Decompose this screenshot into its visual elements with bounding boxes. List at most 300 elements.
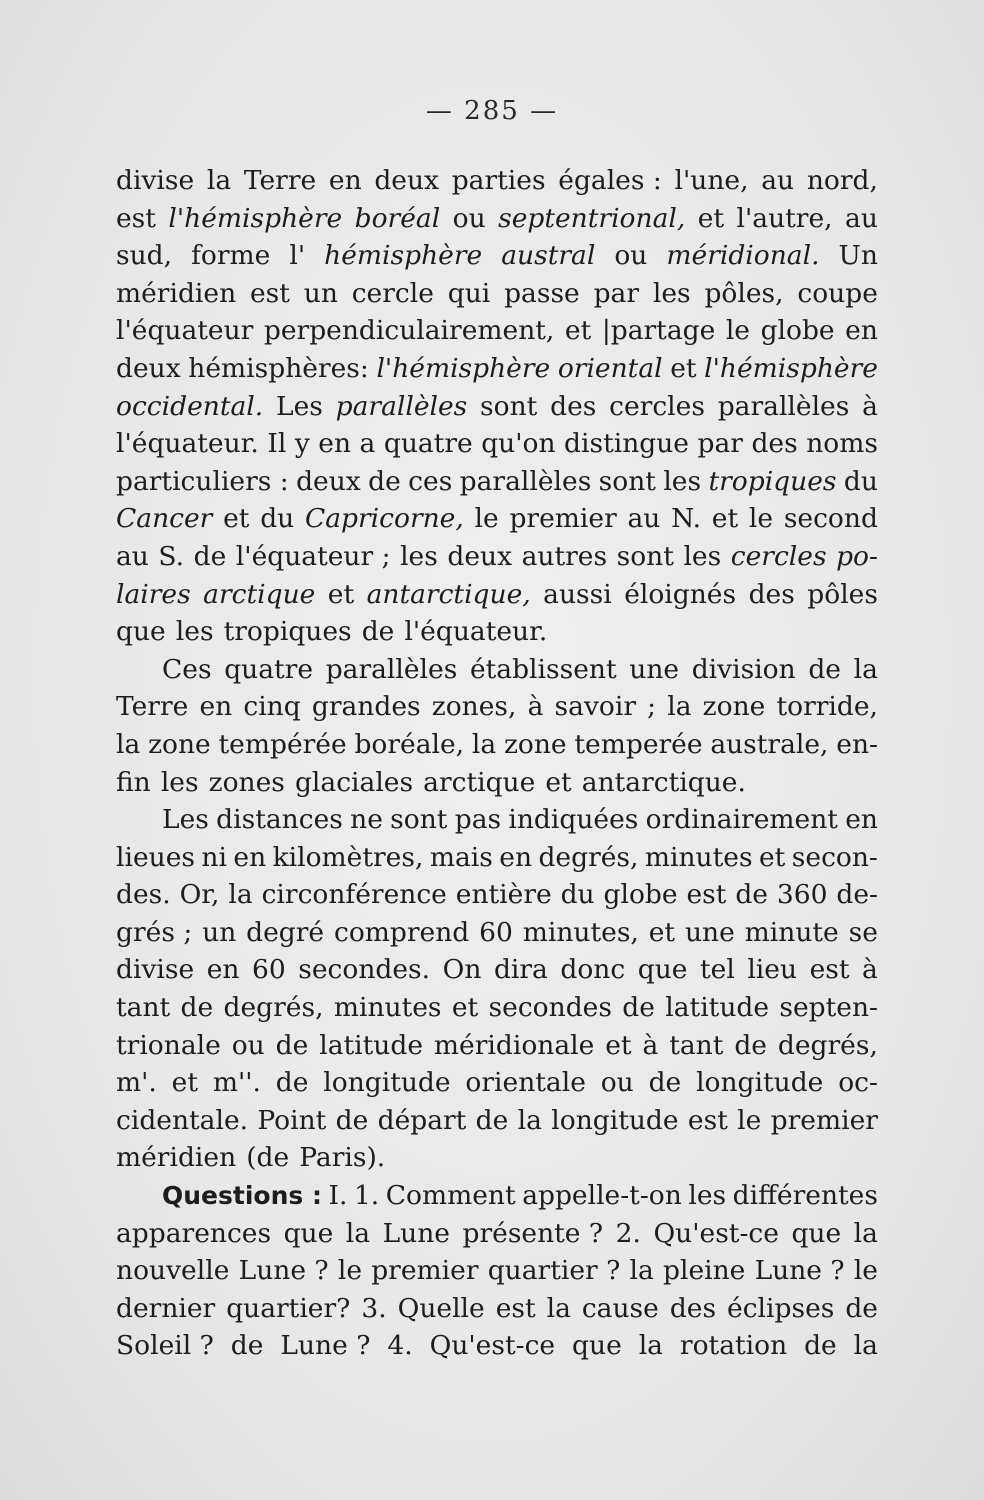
word: distingue: [564, 428, 689, 460]
word: de: [475, 1104, 509, 1136]
word: Comment: [385, 1180, 516, 1212]
text-line: [116, 688, 878, 726]
text-line: [116, 914, 878, 952]
word: australe,: [710, 728, 829, 760]
word: tant: [116, 992, 171, 1024]
word: à: [527, 691, 544, 723]
text-line: [116, 726, 878, 764]
word: longitude: [551, 1104, 679, 1136]
word: au: [116, 540, 149, 572]
text-line: [116, 839, 878, 877]
word: du: [843, 465, 878, 497]
word: et: [759, 841, 786, 873]
word: tel: [699, 954, 735, 986]
text-line: [116, 651, 878, 689]
word: à: [862, 390, 878, 422]
word: pleine: [663, 1255, 746, 1287]
word: globe: [603, 879, 678, 911]
word: Lune: [382, 1217, 450, 1249]
word: lieu: [747, 954, 798, 986]
word: de: [275, 1029, 309, 1061]
word: zones,: [431, 691, 517, 723]
word: méridional.: [666, 240, 820, 272]
paragraph: [116, 651, 878, 801]
word: coupe: [797, 277, 878, 309]
word: la: [638, 1330, 663, 1362]
word: que: [283, 1217, 334, 1249]
word: de: [808, 653, 841, 685]
text-line: [116, 200, 878, 238]
word: entière: [455, 879, 552, 911]
word: degrés,: [538, 841, 639, 873]
word: et: [223, 503, 250, 535]
word: appelle-t-on: [522, 1180, 682, 1212]
word: de: [368, 465, 401, 497]
word: donc: [560, 954, 626, 986]
word: y: [294, 428, 310, 460]
word: la: [667, 691, 692, 723]
word: premier: [509, 503, 617, 535]
word: passe: [504, 277, 580, 309]
word: zones: [208, 766, 285, 798]
word: latitude: [319, 1029, 423, 1061]
word: |partage: [601, 315, 716, 347]
word: secondes.: [298, 954, 431, 986]
word: et: [564, 315, 592, 347]
word: pôles: [807, 578, 878, 610]
word: et: [670, 352, 697, 384]
word: la: [629, 1255, 654, 1287]
word: en: [199, 691, 233, 723]
word: par: [697, 428, 743, 460]
word: le: [748, 503, 774, 535]
text-line: [116, 876, 878, 914]
word: laires: [116, 578, 191, 610]
word: des: [669, 1292, 717, 1324]
word: aussi: [543, 578, 612, 610]
text-line: [116, 425, 878, 463]
word: la: [853, 653, 878, 685]
text-line: [116, 989, 878, 1027]
word: les: [663, 465, 702, 497]
word: qui: [447, 277, 491, 309]
word: les: [683, 540, 722, 572]
word: est: [686, 879, 727, 911]
page-number: — 285 —: [425, 96, 559, 126]
word: 3.: [361, 1292, 387, 1324]
word: m'.: [116, 1067, 157, 1099]
text-line: [116, 1215, 878, 1253]
word: zone: [702, 691, 766, 723]
word: des: [751, 428, 798, 460]
word: méridionale: [433, 1029, 595, 1061]
word: premier: [770, 1104, 878, 1136]
word: sud,: [116, 240, 173, 272]
word: degrés,: [777, 1029, 878, 1061]
word: de: [648, 1067, 682, 1099]
word: l'équateur ;: [235, 540, 391, 572]
word: de: [193, 540, 227, 572]
word: nouvelle: [116, 1255, 230, 1287]
word: au: [627, 503, 661, 535]
word: oriental: [557, 352, 663, 384]
word: perpendiculairement,: [263, 315, 555, 347]
word: occidental.: [116, 390, 264, 422]
word: zone: [148, 728, 211, 760]
word: 360: [776, 879, 828, 911]
word: quartier ?: [487, 1255, 621, 1287]
word: de: [735, 879, 768, 911]
word: comprend: [334, 916, 470, 948]
word: antarctique.: [581, 766, 746, 798]
word: zone: [503, 728, 567, 760]
text-line: [116, 388, 878, 426]
word: parties: [451, 165, 546, 196]
word: l'équateur: [116, 315, 254, 347]
word: l': [289, 240, 306, 272]
word: 4.: [387, 1330, 413, 1362]
word: sont: [598, 465, 656, 497]
word: l'autre,: [736, 202, 833, 234]
word: septen-: [779, 992, 878, 1024]
word: ;: [647, 691, 657, 723]
word: deux: [374, 165, 440, 196]
word: en: [318, 428, 352, 460]
word: le: [737, 1104, 762, 1136]
word: pôles,: [704, 277, 784, 309]
word: éclipses: [727, 1292, 835, 1324]
word: éloignés: [624, 578, 737, 610]
word: le: [725, 315, 750, 347]
word: le: [474, 503, 499, 535]
word: un: [303, 277, 338, 309]
word: hémisphère: [324, 240, 483, 272]
body-text: [116, 162, 878, 1365]
text-line: [116, 312, 878, 350]
word: présente ?: [462, 1217, 604, 1249]
word: ou: [452, 202, 486, 234]
word: minute: [744, 916, 839, 948]
word: On: [442, 954, 482, 986]
word: tropiques: [223, 616, 352, 648]
word: de: [180, 992, 214, 1024]
word: distances: [216, 804, 343, 836]
text-line: [116, 1064, 878, 1102]
word: Lune ?: [238, 1255, 329, 1287]
word: trionale: [116, 1029, 221, 1061]
word: ou: [614, 240, 648, 272]
word: que: [572, 1330, 622, 1362]
word: nord,: [806, 165, 878, 196]
word: parallèles: [325, 653, 458, 685]
word: (de: [246, 1142, 290, 1174]
word: le: [337, 1255, 363, 1287]
word: deux: [116, 352, 181, 384]
word: en-: [836, 728, 878, 760]
word: dira: [493, 954, 548, 986]
word: de: [335, 1104, 369, 1136]
word: austral: [501, 240, 596, 272]
word: la: [546, 1292, 571, 1324]
word: longitude: [323, 1067, 451, 1099]
word: Quelle: [397, 1292, 485, 1324]
word: et: [605, 1029, 632, 1061]
word: et: [545, 766, 572, 798]
word: méridien: [116, 1142, 237, 1174]
word: dernier: [116, 1292, 216, 1324]
word: de-: [836, 879, 878, 911]
word: en: [328, 165, 362, 196]
word: l'équateur.: [404, 616, 548, 648]
word: ordinairement: [645, 804, 838, 836]
word: du: [560, 879, 595, 911]
text-line: [116, 538, 878, 576]
word: sont: [480, 390, 538, 422]
word: quatre: [224, 653, 314, 685]
word: Les: [275, 390, 323, 422]
word: degrés,: [223, 992, 324, 1024]
word: les: [160, 766, 199, 798]
paragraph: [116, 162, 878, 651]
text-line: [116, 951, 878, 989]
word: des: [550, 390, 597, 422]
word: ni: [201, 841, 227, 873]
word: hémisphères:: [188, 352, 369, 384]
word: parallèles: [459, 465, 592, 497]
word: 60: [251, 954, 286, 986]
word: Qu'est-ce: [653, 1217, 779, 1249]
word: forme: [191, 240, 271, 272]
text-line: [116, 1290, 878, 1328]
word: l'hémisphère: [168, 202, 343, 234]
word: Lune ?: [280, 1330, 371, 1362]
word: m''.: [212, 1067, 261, 1099]
word: temperée: [574, 728, 703, 760]
word: de: [361, 616, 395, 648]
word: et: [711, 503, 739, 535]
word: établissent: [469, 653, 617, 685]
word: Capricorne,: [304, 503, 464, 535]
word: est: [249, 277, 290, 309]
word: minutes,: [522, 916, 639, 948]
word: fin: [116, 766, 151, 798]
word: des: [748, 578, 795, 610]
word: départ: [377, 1104, 467, 1136]
word: a: [359, 428, 376, 460]
word: mais: [429, 841, 493, 873]
word: une: [629, 653, 680, 685]
word: 1.: [353, 1180, 380, 1212]
word: Ces: [162, 653, 212, 685]
text-line: [116, 1252, 878, 1290]
word: circonférence: [261, 879, 447, 911]
word: deux: [296, 465, 361, 497]
text-line: [116, 1177, 878, 1215]
text-line: [116, 576, 878, 614]
word: arctique: [203, 578, 316, 610]
word: Cancer: [116, 503, 213, 535]
word: ces: [408, 465, 453, 497]
word: méridien: [116, 277, 237, 309]
text-line: [116, 500, 878, 538]
word: quartier?: [226, 1292, 351, 1324]
word: cercle: [351, 277, 434, 309]
word: minutes: [644, 841, 753, 873]
text-line: [116, 237, 878, 275]
word: et: [451, 992, 479, 1024]
word: sont: [390, 804, 448, 836]
word: minutes: [333, 992, 442, 1024]
word: par: [593, 277, 640, 309]
word: est: [809, 954, 850, 986]
word: est: [687, 1104, 728, 1136]
word: secon-: [791, 841, 878, 873]
word: grés ;: [116, 916, 193, 948]
word: autres: [521, 540, 608, 572]
word: à: [642, 1029, 659, 1061]
word: secondes: [488, 992, 612, 1024]
word: est: [116, 202, 156, 234]
word: indiquées: [508, 804, 639, 836]
word: parallèles: [717, 390, 850, 422]
word: et: [171, 1067, 199, 1099]
word: ou: [600, 1067, 634, 1099]
word: de: [622, 992, 655, 1024]
word: la: [206, 165, 232, 196]
word: boréal: [354, 202, 441, 234]
word: en: [499, 841, 533, 873]
word: pas: [454, 804, 502, 836]
word: orientale: [465, 1067, 586, 1099]
text-line: [116, 162, 878, 200]
word: tempérée: [218, 728, 347, 760]
text-line: [116, 1102, 878, 1140]
word: la: [517, 1104, 542, 1136]
word: une: [684, 916, 735, 948]
word: quatre: [383, 428, 473, 460]
text-line: [116, 463, 878, 501]
word: et: [648, 916, 676, 948]
word: que: [637, 954, 688, 986]
text-line: [116, 1139, 878, 1177]
word: oc-: [838, 1067, 878, 1099]
word: second: [783, 503, 878, 535]
word: Terre: [116, 691, 189, 723]
word: cinq: [243, 691, 301, 723]
word: ou: [231, 1029, 265, 1061]
word: différentes: [732, 1180, 878, 1212]
paragraph: [116, 801, 878, 1177]
word: de: [275, 1067, 309, 1099]
word: divise: [116, 954, 195, 986]
word: en: [845, 315, 878, 347]
text-line: [116, 1327, 878, 1365]
word: de: [734, 1029, 767, 1061]
word: cercles: [609, 390, 705, 422]
word: torride,: [776, 691, 878, 723]
text-line: [116, 613, 878, 651]
word: en: [845, 804, 878, 836]
word: l'une,: [674, 165, 749, 196]
word: est: [495, 1292, 536, 1324]
word: le: [853, 1255, 878, 1287]
word: antarctique,: [366, 578, 531, 610]
word: arctique: [423, 766, 536, 798]
text-line: [116, 275, 878, 313]
word: au: [845, 202, 878, 234]
word: que: [791, 1217, 842, 1249]
word: les: [688, 1180, 727, 1212]
word: division: [691, 653, 796, 685]
text-line: [116, 801, 878, 839]
word: égales :: [558, 165, 662, 196]
word: grandes: [311, 691, 421, 723]
word: les: [175, 616, 214, 648]
word: globe: [760, 315, 835, 347]
word: rotation: [679, 1330, 788, 1362]
word: 2.: [615, 1217, 641, 1249]
word: Il: [267, 428, 287, 460]
word: Les: [162, 804, 209, 836]
questions-heading: Questions :: [162, 1181, 322, 1211]
word: la: [116, 728, 141, 760]
word: cause: [581, 1292, 659, 1324]
word: qu'on: [481, 428, 556, 460]
word: I.: [328, 1180, 348, 1212]
word: Qu'est-ce: [429, 1330, 556, 1362]
word: particuliers :: [116, 465, 289, 497]
word: lieues: [116, 841, 195, 873]
word: sont: [616, 540, 674, 572]
word: un: [202, 916, 237, 948]
word: la: [853, 1217, 878, 1249]
word: en: [206, 954, 240, 986]
word: latitude: [665, 992, 770, 1024]
paragraph: [116, 1177, 878, 1365]
word: septentrional,: [498, 202, 686, 234]
word: savoir: [554, 691, 637, 723]
word: 60: [479, 916, 513, 948]
word: la: [345, 1217, 371, 1249]
word: premier: [371, 1255, 479, 1287]
word: parallèles: [335, 390, 468, 422]
word: deux: [447, 540, 513, 572]
word: au: [761, 165, 795, 196]
word: Terre: [243, 165, 317, 196]
word: Lune ?: [754, 1255, 845, 1287]
word: kilomètres,: [272, 841, 424, 873]
word: se: [848, 916, 878, 948]
word: Soleil ?: [116, 1330, 214, 1362]
word: cidentale.: [116, 1104, 249, 1136]
word: à: [862, 954, 878, 986]
word: de: [230, 1330, 264, 1362]
word: tropiques: [708, 465, 837, 497]
word: Point: [257, 1104, 327, 1136]
word: apparences: [116, 1217, 272, 1249]
word: les: [400, 540, 438, 572]
word: Paris).: [299, 1142, 386, 1174]
word: de: [845, 1292, 878, 1324]
word: Or,: [179, 879, 220, 911]
word: Un: [838, 240, 878, 272]
word: boréale,: [354, 728, 465, 760]
word: degré: [246, 916, 325, 948]
word: du: [260, 503, 295, 535]
word: cercles: [730, 540, 827, 572]
word: de: [804, 1330, 837, 1362]
word: noms: [806, 428, 878, 460]
